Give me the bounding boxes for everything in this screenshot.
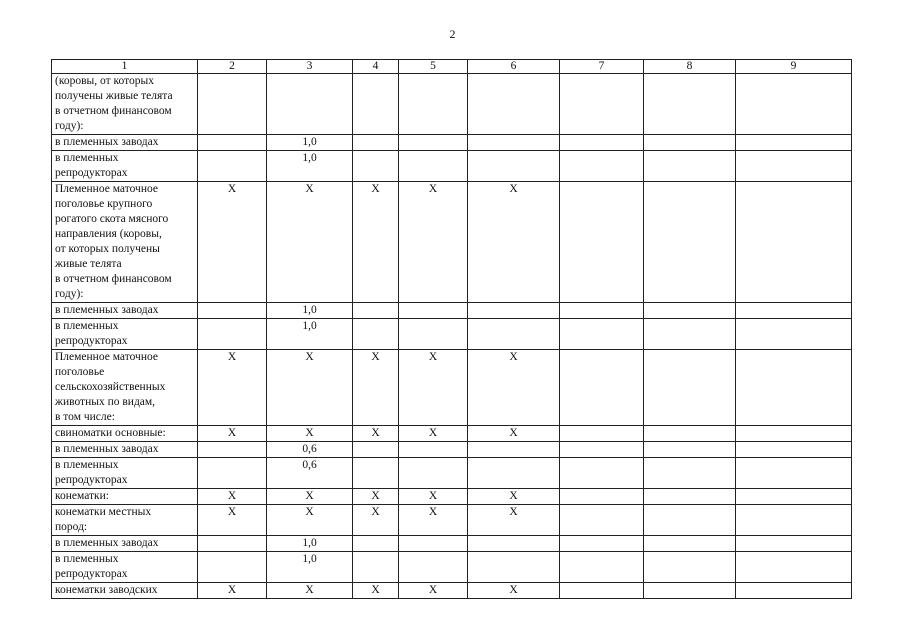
table-cell: X xyxy=(198,426,267,442)
table-row xyxy=(52,489,852,505)
table-cell xyxy=(560,505,644,536)
table-cell: 1,0 xyxy=(267,319,353,350)
table-cell xyxy=(353,303,399,319)
table-cell: X xyxy=(267,489,353,505)
table-cell xyxy=(399,303,468,319)
table-cell xyxy=(560,583,644,599)
table-cell xyxy=(468,552,560,583)
row-label-line: в племенных xyxy=(55,152,119,164)
row-label-line: году): xyxy=(55,120,84,132)
row-label xyxy=(52,552,198,583)
table-cell xyxy=(560,442,644,458)
row-label xyxy=(52,489,198,505)
row-label-line: в племенных заводах xyxy=(55,537,159,549)
table-cell xyxy=(198,135,267,151)
row-label-line: Племенное маточное xyxy=(55,183,158,195)
table-cell xyxy=(468,319,560,350)
table-cell xyxy=(198,303,267,319)
row-label xyxy=(52,182,198,303)
table-cell: X xyxy=(468,489,560,505)
row-label-line: году): xyxy=(55,288,84,300)
table-cell xyxy=(560,182,644,303)
row-label xyxy=(52,458,198,489)
table-cell xyxy=(399,74,468,135)
table-cell xyxy=(198,552,267,583)
table-cell xyxy=(353,458,399,489)
table-cell: X xyxy=(267,583,353,599)
column-header: 4 xyxy=(353,60,399,74)
table-cell xyxy=(353,319,399,350)
table-cell xyxy=(736,151,852,182)
column-header: 1 xyxy=(52,60,198,74)
table-cell: 0,6 xyxy=(267,458,353,489)
table-cell xyxy=(198,442,267,458)
table-row xyxy=(52,505,852,536)
table-cell: X xyxy=(267,182,353,303)
table-cell xyxy=(560,426,644,442)
table-row xyxy=(52,426,852,442)
data-table xyxy=(51,59,852,599)
table-cell xyxy=(468,458,560,489)
row-label-line: направления (коровы, xyxy=(55,228,162,240)
table-cell xyxy=(644,303,736,319)
table-cell: X xyxy=(267,426,353,442)
table-cell: X xyxy=(267,505,353,536)
column-header: 2 xyxy=(198,60,267,74)
row-label-line: репродукторах xyxy=(55,474,128,486)
table-cell xyxy=(736,74,852,135)
row-label-line: поголовье крупного xyxy=(55,198,153,210)
column-header: 5 xyxy=(399,60,468,74)
table-cell xyxy=(353,135,399,151)
table-cell xyxy=(644,350,736,426)
table-cell xyxy=(736,319,852,350)
table-cell xyxy=(644,536,736,552)
table-cell: X xyxy=(468,583,560,599)
row-label-line: сельскохозяйственных xyxy=(55,381,166,393)
row-label xyxy=(52,536,198,552)
row-label-line: в отчетном финансовом xyxy=(55,273,172,285)
row-label-line: в племенных заводах xyxy=(55,304,159,316)
table-cell: X xyxy=(198,489,267,505)
table-cell xyxy=(560,350,644,426)
row-label-line: живые телята xyxy=(55,258,122,270)
row-label-line: репродукторах xyxy=(55,335,128,347)
table-cell: X xyxy=(353,182,399,303)
table-cell xyxy=(399,151,468,182)
table-cell xyxy=(736,583,852,599)
column-header: 3 xyxy=(267,60,353,74)
row-label-line: конематки: xyxy=(55,490,109,502)
table-cell: X xyxy=(399,350,468,426)
table-cell xyxy=(644,552,736,583)
table-row xyxy=(52,552,852,583)
table-row xyxy=(52,583,852,599)
table-cell xyxy=(736,303,852,319)
table-row xyxy=(52,303,852,319)
table-cell xyxy=(399,552,468,583)
row-label xyxy=(52,303,198,319)
row-label-line: в отчетном финансовом xyxy=(55,105,172,117)
table-cell xyxy=(353,536,399,552)
table-cell xyxy=(644,583,736,599)
table-cell: 0,6 xyxy=(267,442,353,458)
table-cell: 1,0 xyxy=(267,303,353,319)
table-cell: X xyxy=(198,505,267,536)
table-cell xyxy=(736,442,852,458)
table-row xyxy=(52,442,852,458)
table-cell xyxy=(353,442,399,458)
table-cell xyxy=(644,505,736,536)
table-cell xyxy=(736,552,852,583)
table-cell xyxy=(399,135,468,151)
table-cell xyxy=(399,536,468,552)
table-cell xyxy=(736,182,852,303)
table-cell xyxy=(399,458,468,489)
table-cell xyxy=(198,151,267,182)
table-row xyxy=(52,536,852,552)
row-label-line: животных по видам, xyxy=(55,396,156,408)
table-cell: X xyxy=(399,505,468,536)
column-header: 9 xyxy=(736,60,852,74)
table-cell: X xyxy=(353,350,399,426)
table-cell xyxy=(560,135,644,151)
table-row xyxy=(52,458,852,489)
table-cell xyxy=(468,442,560,458)
table-row xyxy=(52,319,852,350)
table-cell xyxy=(644,442,736,458)
row-label-line: поголовье xyxy=(55,366,105,378)
row-label xyxy=(52,319,198,350)
table-cell xyxy=(644,74,736,135)
table-cell: X xyxy=(399,583,468,599)
row-label xyxy=(52,505,198,536)
table-cell xyxy=(644,182,736,303)
table-cell xyxy=(736,350,852,426)
table-cell: X xyxy=(353,583,399,599)
table-cell: X xyxy=(198,583,267,599)
table-cell: 1,0 xyxy=(267,151,353,182)
row-label xyxy=(52,583,198,599)
table-cell xyxy=(399,442,468,458)
table-cell xyxy=(560,552,644,583)
row-label-line: (коровы, от которых xyxy=(55,75,154,87)
header-row xyxy=(52,60,852,74)
row-label-line: Племенное маточное xyxy=(55,351,158,363)
table-cell xyxy=(468,536,560,552)
table-cell: X xyxy=(198,350,267,426)
table-cell: X xyxy=(353,489,399,505)
table-cell xyxy=(468,151,560,182)
table-cell xyxy=(468,135,560,151)
table-cell: X xyxy=(468,350,560,426)
table-cell: X xyxy=(468,505,560,536)
row-label-line: получены живые телята xyxy=(55,90,173,102)
table-row xyxy=(52,74,852,135)
row-label-line: от которых получены xyxy=(55,243,160,255)
row-label-line: свиноматки основные: xyxy=(55,427,166,439)
row-label-line: конематки заводских xyxy=(55,584,158,596)
column-header: 8 xyxy=(644,60,736,74)
table-cell xyxy=(644,135,736,151)
table-cell xyxy=(353,151,399,182)
table-cell xyxy=(644,319,736,350)
table-cell xyxy=(736,505,852,536)
table-cell xyxy=(560,151,644,182)
row-label xyxy=(52,151,198,182)
row-label-line: репродукторах xyxy=(55,568,128,580)
table-cell xyxy=(560,303,644,319)
table-cell xyxy=(198,458,267,489)
table-row xyxy=(52,151,852,182)
table-cell xyxy=(399,319,468,350)
table-cell: 1,0 xyxy=(267,552,353,583)
row-label-line: рогатого скота мясного xyxy=(55,213,169,225)
table-cell: X xyxy=(468,182,560,303)
table-cell xyxy=(644,151,736,182)
table-cell xyxy=(736,135,852,151)
table-cell xyxy=(353,552,399,583)
row-label-line: в племенных xyxy=(55,553,119,565)
table-cell: X xyxy=(267,350,353,426)
row-label xyxy=(52,74,198,135)
row-label-line: репродукторах xyxy=(55,167,128,179)
table-cell: X xyxy=(353,426,399,442)
page-number: 2 xyxy=(449,27,456,41)
row-label-line: в том числе: xyxy=(55,411,115,423)
table-cell xyxy=(736,426,852,442)
table-cell xyxy=(267,74,353,135)
table-cell xyxy=(644,426,736,442)
table-row xyxy=(52,182,852,303)
table-cell xyxy=(644,489,736,505)
table-cell xyxy=(468,303,560,319)
table-cell: X xyxy=(399,426,468,442)
row-label xyxy=(52,135,198,151)
table-cell: 1,0 xyxy=(267,135,353,151)
table-row xyxy=(52,350,852,426)
row-label-line: пород: xyxy=(55,521,88,533)
row-label xyxy=(52,350,198,426)
table-cell xyxy=(198,319,267,350)
row-label-line: в племенных заводах xyxy=(55,136,159,148)
table-body xyxy=(52,74,852,599)
table-row xyxy=(52,135,852,151)
table-cell: X xyxy=(468,426,560,442)
row-label-line: в племенных xyxy=(55,459,119,471)
row-label-line: в племенных заводах xyxy=(55,443,159,455)
table-cell xyxy=(736,536,852,552)
table-cell xyxy=(560,536,644,552)
table-cell xyxy=(644,458,736,489)
column-header: 7 xyxy=(560,60,644,74)
table-cell: X xyxy=(353,505,399,536)
table-cell xyxy=(560,489,644,505)
table-cell: 1,0 xyxy=(267,536,353,552)
table-cell: X xyxy=(198,182,267,303)
table-cell xyxy=(560,74,644,135)
table-cell xyxy=(736,489,852,505)
row-label-line: в племенных xyxy=(55,320,119,332)
row-label-line: конематки местных xyxy=(55,506,152,518)
table-cell xyxy=(198,536,267,552)
table-cell xyxy=(560,458,644,489)
table-cell xyxy=(736,458,852,489)
table-cell xyxy=(353,74,399,135)
row-label xyxy=(52,426,198,442)
table-cell: X xyxy=(399,489,468,505)
column-header: 6 xyxy=(468,60,560,74)
table-cell: X xyxy=(399,182,468,303)
table-cell xyxy=(560,319,644,350)
table-cell xyxy=(468,74,560,135)
table-cell xyxy=(198,74,267,135)
row-label xyxy=(52,442,198,458)
